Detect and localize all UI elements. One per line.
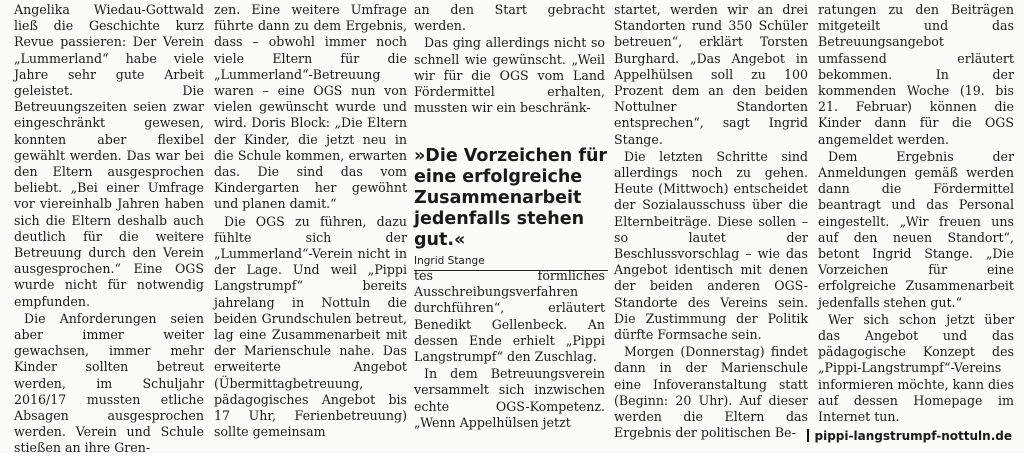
article-column-2	[214, 2, 407, 440]
paragraph: Dem Ergebnis der Anmeldungen gemäß werden dann die Fördermittel beantragt und das Personal eingestellt. „Wir freuen uns auf den neuen Standort“, betont Ingrid Stange. „Die Vorzeichen für eine erfolgreiche Zusammenarbeit jedenfalls stehen gut.“	[818, 148, 1014, 310]
article-column-1	[14, 2, 204, 457]
paragraph: zen. Eine weitere Umfrage führte dann zu dem Ergebnis, dass – obwohl immer noch viele Eltern für die „Lummerland“-Betreuung waren – eine OGS nun von vielen gewünscht wurde und wird. Doris Block: „Die Eltern der Kinder, die jetzt neu in die Schule kommen, erwarten das. Die sind das vom Kindergarten her gewöhnt und planen damit.“	[214, 2, 407, 212]
article-column-4	[614, 2, 808, 441]
paragraph: Die Anforderungen seien aber immer weiter gewachsen, immer mehr Kinder sollten betreut werden, im Schuljahr 2016/17 mussten etliche Absagen ausgesprochen werden. Verein und Schule stießen an ihre Gren-	[14, 310, 204, 456]
article-column-3-bottom	[414, 268, 605, 431]
paragraph: Das ging allerdings nicht so schnell wie gewünscht. „Weil wir für die OGS vom Land Fördermittel erhalten, mussten wir ein beschränk-	[414, 35, 605, 116]
paragraph: Morgen (Donnerstag) findet dann in der Marienschule eine Infoveranstaltung statt (Beginn: 20 Uhr). Auf dieser werden die Eltern das Ergebnis der politischen Be-	[614, 344, 808, 441]
homepage-link[interactable]	[807, 429, 1013, 443]
paragraph: Angelika Wiedau-Gottwald ließ die Geschichte kurz Revue passieren: Der Verein „Lummerland“ habe viele Jahre sehr gute Arbeit geleistet. Die Betreuungszeiten seien zwar eingeschränkt gewesen, konnten aber flexibel gewählt werden. Das war bei den Eltern ausgesprochen beliebt. „Bei einer Umfrage vor viereinhalb Jahren haben sich die Eltern deshalb auch deutlich für die weitere Betreuung durch den Verein ausgesprochen.“ Eine OGS wurde nicht für notwendig empfunden.	[14, 2, 204, 309]
paragraph: Die letzten Schritte sind allerdings noch zu gehen. Heute (Mittwoch) entscheidet der Sozialausschuss über die Elternbeiträge. Diese sollen – so lautet der Beschlussvorschlag – wie das Angebot identisch mit denen der beiden anderen OGS-Standorte des Vereins sein. Die Zustimmung der Politik dürfte Formsache sein.	[614, 148, 808, 343]
paragraph: tes förmliches Ausschreibungsverfahren durchführen“, erläutert Benedikt Gellenbeck. An dessen Ende erhielt „Pippi Langstrumpf“ den Zuschlag.	[414, 268, 605, 365]
paragraph: Wer sich schon jetzt über das Angebot und das pädagogische Konzept des „Pippi-Langstrumpf“-Vereins informieren möchte, kann dies auf dessen Homepage im Internet tun.	[818, 311, 1014, 425]
pull-quote	[414, 146, 608, 271]
paragraph: startet, werden wir an drei Standorten rund 350 Schüler betreuen“, erklärt Torsten Burghard. „Das Angebot in Appelhülsen soll zu 100 Prozent dem an den beiden Nottulner Standorten entsprechen“, sagt Ingrid Stange.	[614, 2, 808, 147]
paragraph: Die OGS zu führen, dazu fühlte sich der „Lummerland“-Verein nicht in der Lage. Und weil „Pippi Langstrumpf“ bereits jahrelang in Nottuln die beiden Grundschulen betreut, lag eine Zusammenarbeit mit der Marienschule nahe. Das erweiterte Angebot (Übermittagbetreuung, pädagogisches Angebot bis 17 Uhr, Ferienbetreuung) sollte gemeinsam	[214, 213, 407, 440]
paragraph: an den Start gebracht werden.	[414, 2, 605, 34]
paragraph: In dem Betreuungsverein versammelt sich inzwischen echte OGS-Kompetenz. „Wenn Appelhülsen jetzt	[414, 366, 605, 430]
homepage-link-text: pippi-langstrumpf-nottuln.de	[814, 429, 1012, 443]
pull-quote-source: Ingrid Stange	[414, 255, 608, 271]
article-column-5	[818, 2, 1014, 425]
pull-quote-text: »Die Vorzeichen für eine erfolgreiche Zusammenarbeit jedenfalls stehen gut.«	[414, 146, 608, 250]
article-column-3-top	[414, 2, 605, 116]
paragraph: ratungen zu den Beiträgen mitgeteilt und das Betreuungsangebot umfassend erläutert bekommen. In der kommenden Woche (19. bis 21. Februar) können die Kinder dann für die OGS angemeldet werden.	[818, 2, 1014, 147]
link-bar	[807, 429, 809, 442]
